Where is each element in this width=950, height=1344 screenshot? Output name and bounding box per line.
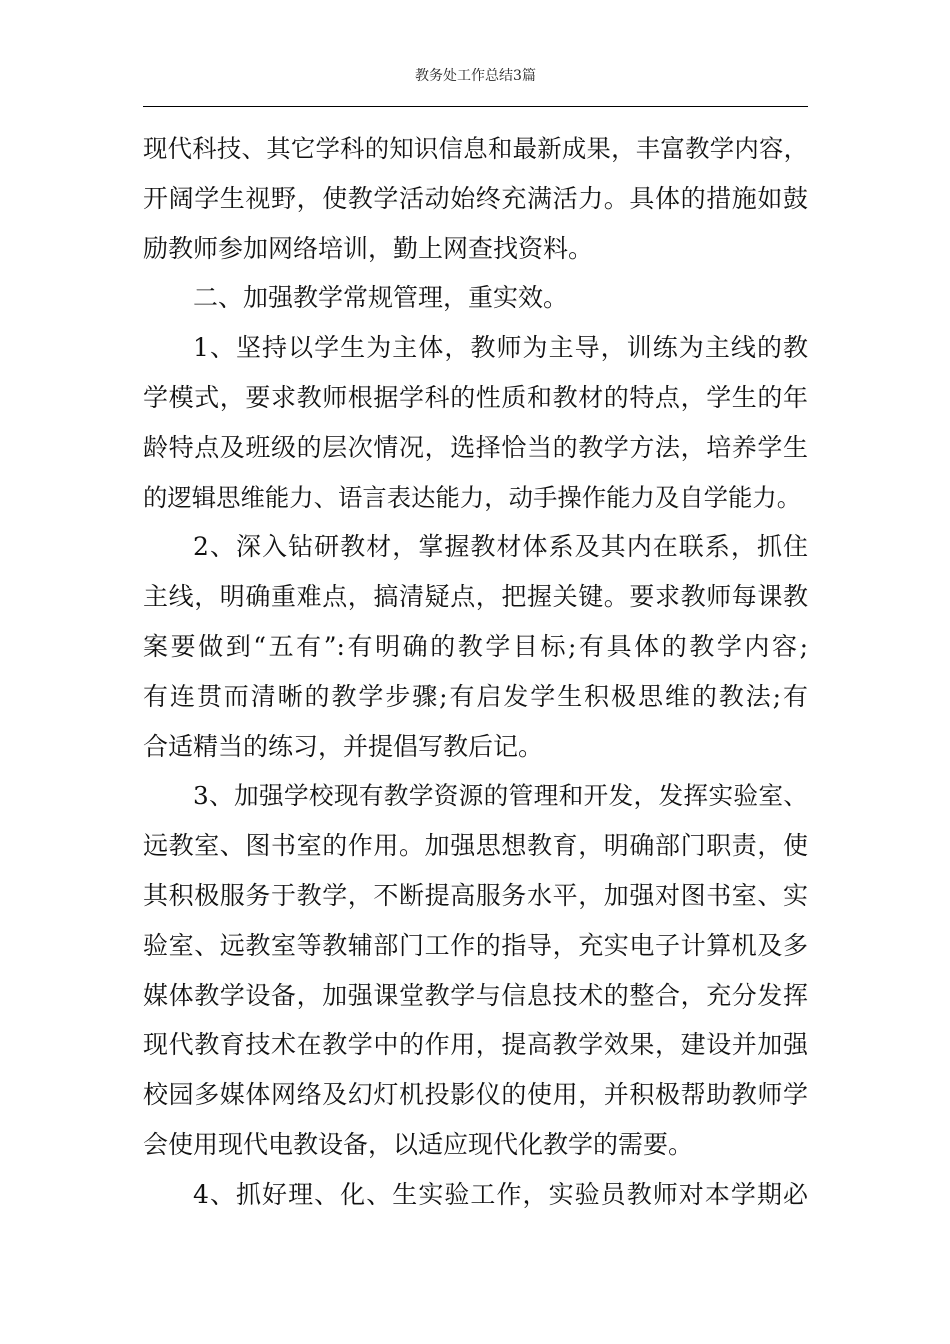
text-line: 4、抓好理、化、生实验工作，实验员教师对本学期必 [193,1179,808,1209]
text-line: 励教师参加网络培训，勤上网查找资料。 [143,233,594,263]
page-header-title: 教务处工作总结3篇 [415,68,536,84]
text-line: 现代教育技术在教学中的作用，提高教学效果，建设并加强 [143,1030,808,1060]
text-line: 主线，明确重难点，搞清疑点，把握关键。要求教师每课教 [143,582,808,612]
header-divider [143,106,808,107]
text-line: 合适精当的练习，并提倡写教后记。 [143,731,544,761]
text-line: 学模式，要求教师根据学科的性质和教材的特点，学生的年 [143,382,808,412]
text-line: 校园多媒体网络及幻灯机投影仪的使用，并积极帮助教师学 [143,1080,808,1110]
text-line: 现代科技、其它学科的知识信息和最新成果，丰富教学内容， [143,134,808,163]
text-line: 龄特点及班级的层次情况，选择恰当的教学方法，培养学生 [143,432,808,462]
text-line: 会使用现代电教设备，以适应现代化教学的需要。 [143,1129,694,1159]
text-line: 验室、远教室等教辅部门工作的指导，充实电子计算机及多 [143,930,808,960]
document-body [143,124,808,1220]
text-line: 1、坚持以学生为主体，教师为主导，训练为主线的教 [193,333,808,363]
text-line: 3、加强学校现有教学资源的管理和开发，发挥实验室、 [193,781,808,811]
text-line: 案要做到“五有”:有明确的教学目标;有具体的教学内容; [143,631,808,661]
text-line: 2、深入钻研教材，掌握教材体系及其内在联系，抓住 [193,532,808,562]
text-line: 有连贯而清晰的教学步骤;有启发学生积极思维的教法;有 [143,681,808,711]
text-line: 其积极服务于教学，不断提高服务水平，加强对图书室、实 [143,880,808,910]
text-line: 远教室、图书室的作用。加强思想教育，明确部门职责，使 [143,831,808,861]
text-line: 开阔学生视野，使教学活动始终充满活力。具体的措施如鼓 [143,183,808,213]
text-line: 二、加强教学常规管理，重实效。 [193,283,569,313]
text-line: 的逻辑思维能力、语言表达能力，动手操作能力及自学能力。 [143,482,802,512]
text-line: 媒体教学设备，加强课堂教学与信息技术的整合，充分发挥 [143,980,808,1010]
